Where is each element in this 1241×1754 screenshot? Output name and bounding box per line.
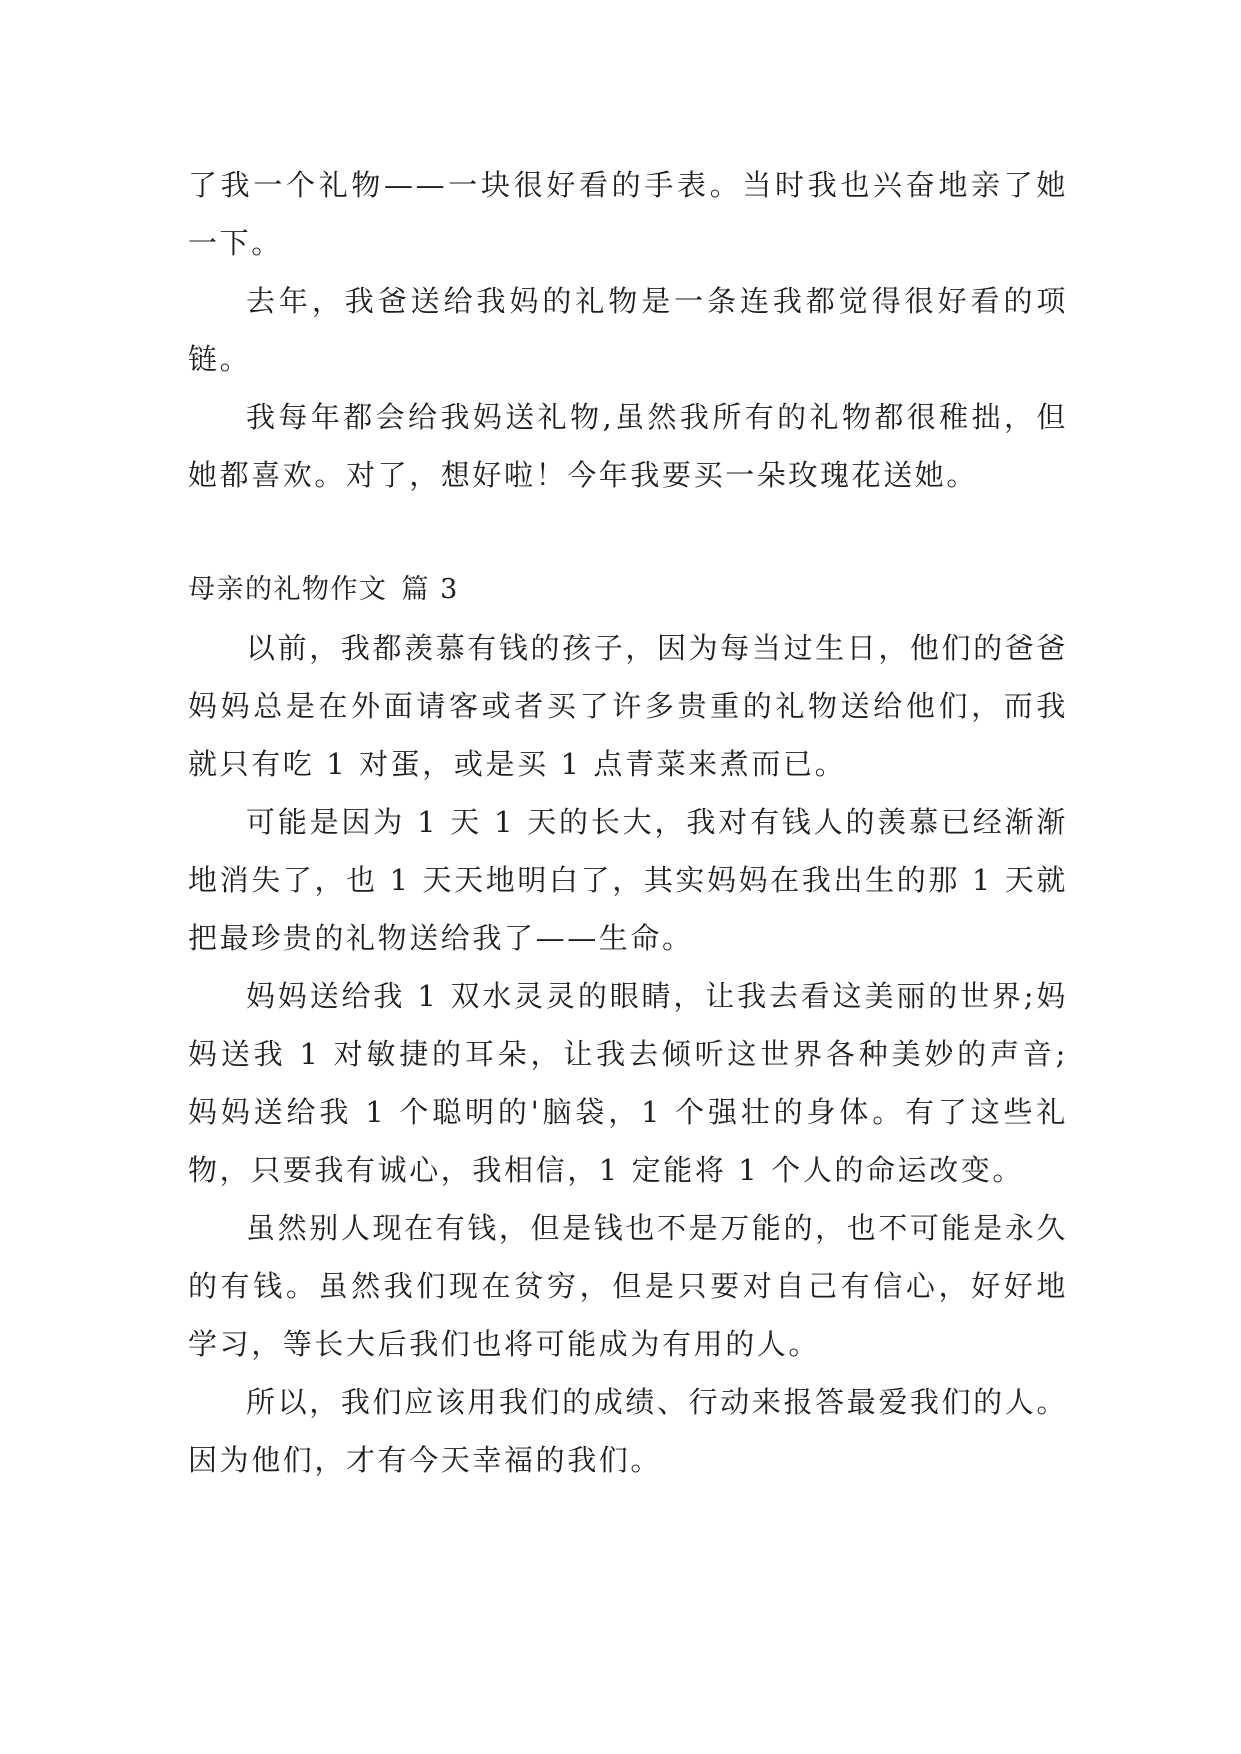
paragraph: 妈妈送给我 1 双水灵灵的眼睛，让我去看这美丽的世界;妈妈送我 1 对敏捷的耳朵，让我去倾听这世界各种美妙的声音; 妈妈送给我 1 个聪明的'脑袋，1 个强壮的身体。有了这些礼物，只要我有诚心，我相信，1 定能将 1 个人的命运改变。	[188, 979, 1068, 1187]
section-label: 篇 3	[401, 574, 459, 605]
paragraph: 所以，我们应该用我们的成绩、行动来报答最爱我们的人。因为他们，才有今天幸福的我们。	[188, 1385, 1068, 1477]
paragraph: 了我一个礼物——一块很好看的手表。当时我也兴奋地亲了她一下。	[188, 168, 1068, 260]
paragraph: 可能是因为 1 天 1 天的长大，我对有钱人的羡慕已经渐渐地消失了，也 1 天天地明白了，其实妈妈在我出生的那 1 天就把最珍贵的礼物送给我了——生命。	[188, 805, 1068, 955]
section-heading	[188, 561, 459, 619]
paragraph: 虽然别人现在有钱，但是钱也不是万能的，也不可能是永久的有钱。虽然我们现在贫穷，但是只要对自己有信心，好好地学习，等长大后我们也将可能成为有用的人。	[188, 1211, 1068, 1361]
section-top	[188, 156, 1068, 504]
paragraph: 我每年都会给我妈送礼物,虽然我所有的礼物都很稚拙，但她都喜欢。对了，想好啦！今年我要买一朵玫瑰花送她。	[188, 400, 1068, 492]
paragraph: 以前，我都羡慕有钱的孩子，因为每当过生日，他们的爸爸妈妈总是在外面请客或者买了许多贵重的礼物送给他们，而我就只有吃 1 对蛋，或是买 1 点青菜来煮而已。	[188, 631, 1068, 781]
section-3-body	[188, 619, 1068, 1489]
section-title: 母亲的礼物作文	[188, 574, 388, 605]
paragraph: 去年，我爸送给我妈的礼物是一条连我都觉得很好看的项链。	[188, 284, 1068, 376]
